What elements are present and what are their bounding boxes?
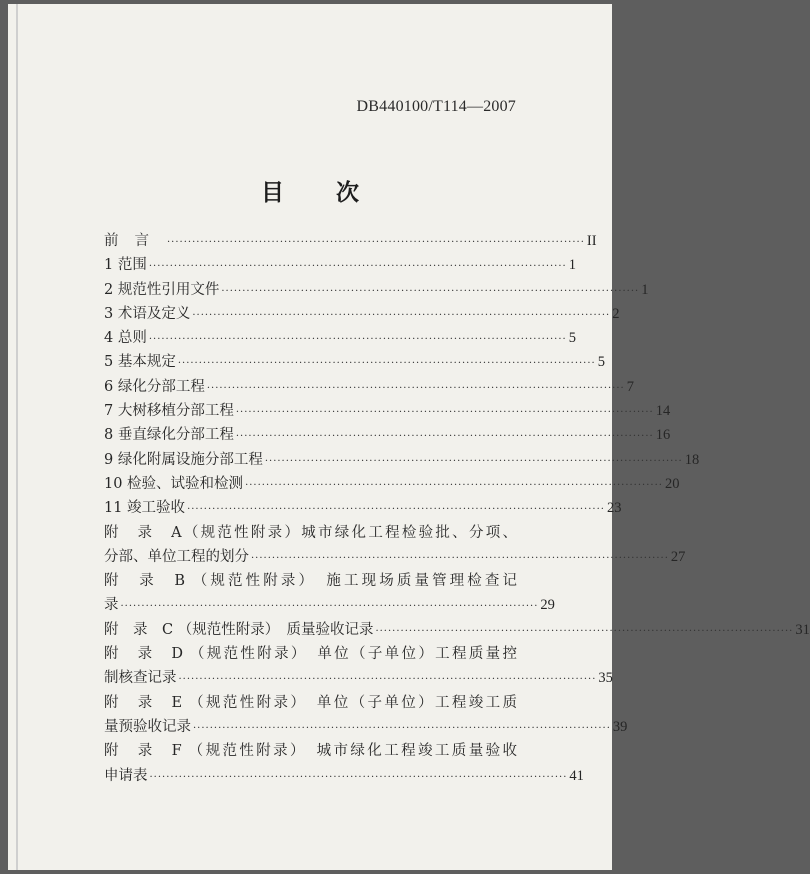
leader-dots: ····································································································	[235, 431, 654, 443]
toc-entry-page: 31	[795, 621, 810, 638]
leader-dots: ····································································································	[245, 479, 663, 491]
appendix-title: 附 录 B （规范性附录） 施工现场质量管理检查记	[104, 573, 517, 590]
leader-dots: ····································································································	[192, 309, 611, 321]
appendix-title-cont: 分部、单位工程的划分	[104, 548, 249, 565]
toc-entry-label: 11 竣工验收	[104, 500, 186, 517]
leader-dots: ····································································································	[177, 358, 596, 370]
appendix-title: 附 录 F （规范性附录） 城市绿化工程竣工质量验收	[104, 743, 517, 760]
toc-entry-page: 39	[612, 718, 628, 735]
toc-entry-page: 14	[655, 403, 671, 420]
leader-dots: ····································································································	[375, 625, 794, 637]
appendix-title: 附 录 A（规范性附录）城市绿化工程检验批、分项、	[104, 524, 517, 541]
toc-entry-label: 4 总则	[104, 330, 147, 347]
toc-appendix-d-line2	[104, 666, 613, 690]
appendix-title-cont: 制核查记录	[104, 670, 177, 687]
toc-appendix-a-line2	[104, 545, 686, 569]
appendix-title-cont: 申请表	[104, 767, 148, 784]
table-of-contents	[104, 229, 810, 788]
toc-appendix-b-line2	[104, 593, 555, 617]
leader-dots: ····································································································	[167, 237, 585, 248]
toc-entry-page: 23	[606, 500, 622, 517]
toc-entry-label: 8 垂直绿化分部工程	[104, 427, 234, 444]
toc-appendix-e-line2	[104, 715, 628, 739]
appendix-title: 附 录 C （规范性附录） 质量验收记录	[104, 621, 374, 638]
toc-entry	[104, 399, 671, 423]
leader-dots: ····································································································	[235, 407, 654, 419]
leader-dots: ····································································································	[187, 504, 605, 516]
toc-entry-preface	[104, 229, 597, 253]
leader-dots: ····································································································	[221, 285, 640, 297]
leader-dots: ····································································································	[178, 674, 597, 686]
toc-entry	[104, 350, 605, 374]
toc-entry-page: 29	[540, 597, 555, 614]
toc-entry-page: 20	[664, 475, 680, 492]
toc-entry-label: 10 检验、试验和检测	[104, 475, 244, 492]
leader-dots: ····································································································	[148, 334, 567, 346]
toc-appendix-f-line2	[104, 764, 584, 788]
toc-entry-page: 1	[641, 281, 649, 298]
leader-dots: ····································································································	[120, 601, 539, 613]
toc-entry	[104, 472, 680, 496]
leader-dots: ····································································································	[251, 552, 669, 564]
toc-entry-label: 1 范围	[104, 257, 147, 274]
toc-entry	[104, 423, 671, 447]
toc-entry-page: 27	[670, 548, 686, 565]
toc-entry-label: 6 绿化分部工程	[104, 378, 205, 395]
toc-entry-page: 5	[597, 354, 605, 371]
toc-entry	[104, 253, 576, 277]
toc-entry	[104, 375, 634, 399]
appendix-title-cont: 录	[104, 597, 119, 614]
toc-appendix-e-line1	[104, 691, 517, 715]
toc-entry-page: 1	[568, 257, 576, 274]
toc-entry-label: 前言	[104, 233, 165, 249]
toc-entry-page: 18	[684, 451, 700, 468]
toc-entry-label: 2 规范性引用文件	[104, 281, 220, 298]
toc-entry-page: 41	[569, 767, 584, 784]
toc-entry	[104, 326, 576, 350]
toc-appendix-a-line1	[104, 521, 517, 545]
leader-dots: ····································································································	[193, 722, 611, 734]
toc-entry	[104, 302, 620, 326]
leader-dots: ····································································································	[148, 261, 567, 273]
toc-entry-page: 7	[626, 378, 634, 395]
leader-dots: ····································································································	[206, 382, 625, 394]
toc-entry-label: 3 术语及定义	[104, 305, 191, 322]
toc-appendix-f-line1	[104, 739, 517, 763]
toc-entry-label: 9 绿化附属设施分部工程	[104, 451, 263, 468]
toc-entry-label: 5 基本规定	[104, 354, 176, 371]
leader-dots: ····································································································	[264, 455, 683, 467]
document-code: DB440100/T114—2007	[356, 98, 516, 115]
toc-entry-page: II	[586, 233, 597, 249]
toc-appendix-b-line1	[104, 569, 517, 593]
scan-edge	[16, 4, 18, 870]
toc-appendix-c	[104, 618, 810, 642]
appendix-title: 附 录 E （规范性附录） 单位（子单位）工程竣工质	[104, 694, 517, 711]
toc-entry-page: 16	[655, 427, 671, 444]
toc-appendix-d-line1	[104, 642, 517, 666]
toc-entry	[104, 278, 649, 302]
appendix-title-cont: 量预验收记录	[104, 718, 191, 735]
appendix-title: 附 录 D （规范性附录） 单位（子单位）工程质量控	[104, 646, 517, 663]
toc-entry-label: 7 大树移植分部工程	[104, 403, 234, 420]
document-page	[8, 4, 810, 870]
toc-entry	[104, 496, 622, 520]
page-title: 目次	[261, 180, 411, 206]
toc-entry-page: 5	[568, 330, 576, 347]
toc-entry-page: 2	[612, 305, 620, 322]
toc-entry-page: 35	[598, 670, 613, 687]
toc-entry	[104, 448, 700, 472]
leader-dots: ····································································································	[149, 771, 568, 783]
